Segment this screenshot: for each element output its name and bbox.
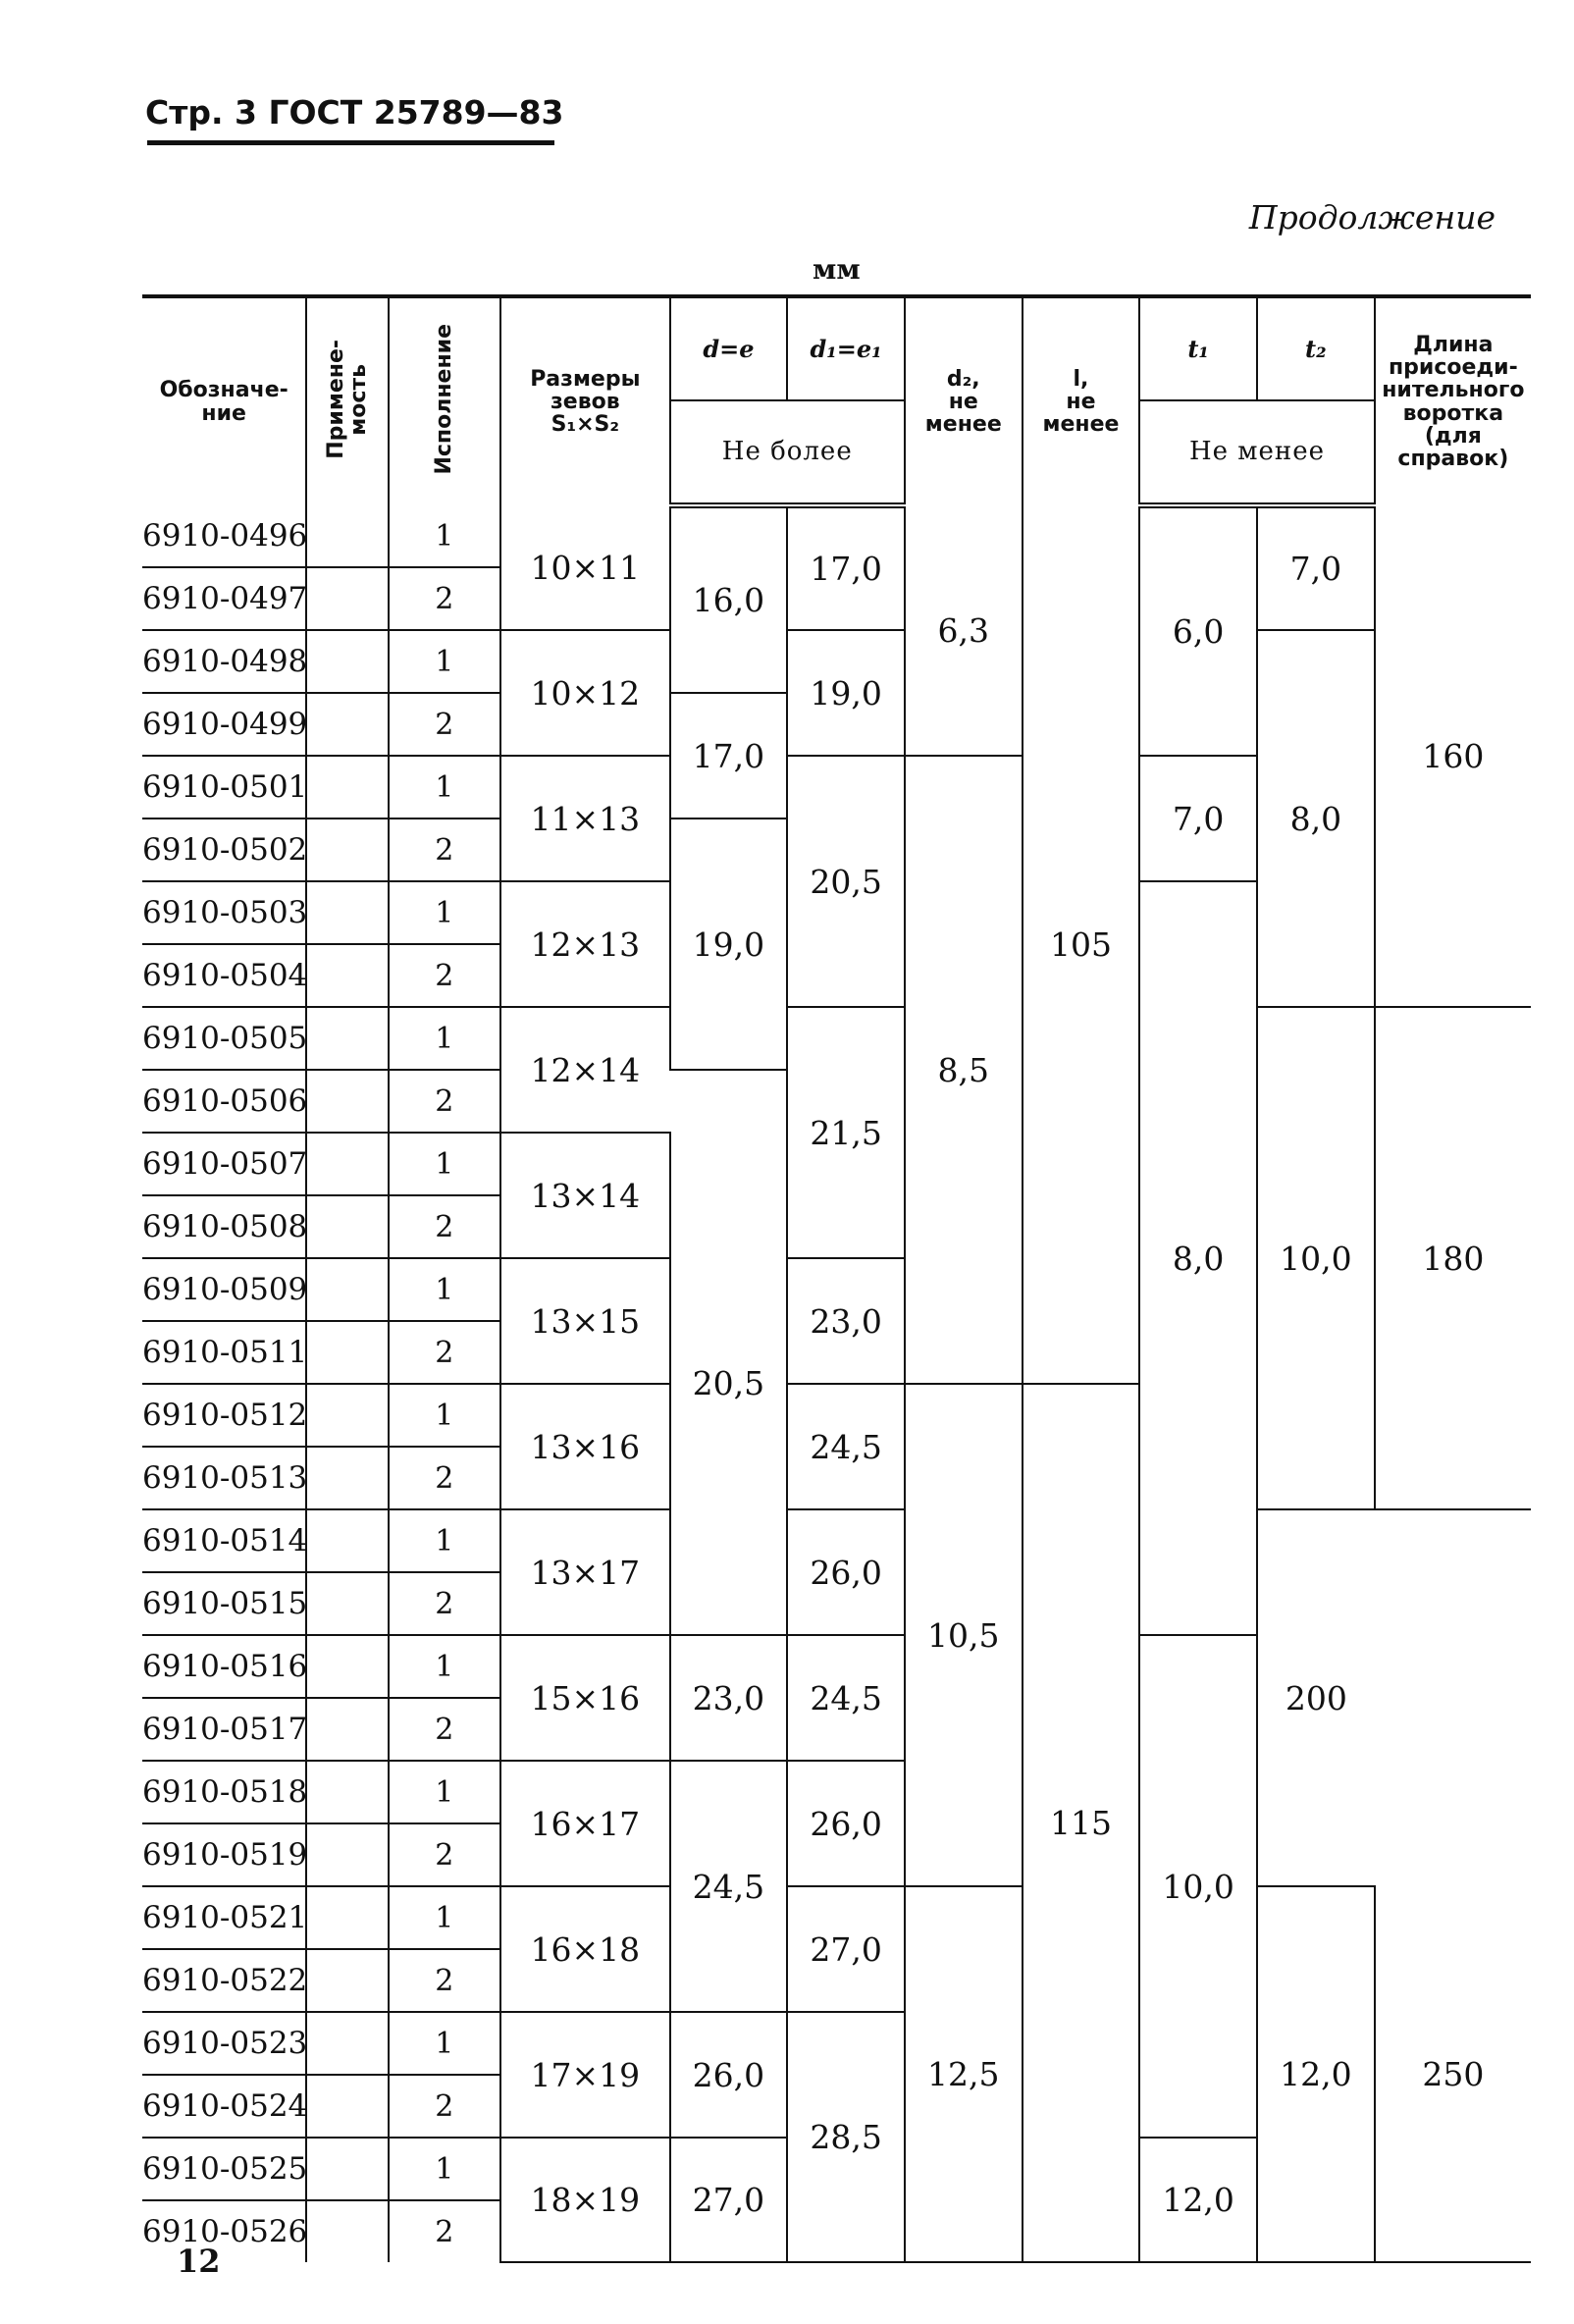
units-label: мм — [813, 253, 861, 286]
d-e-cell: 23,0 — [670, 1635, 788, 1761]
version-cell: 2 — [389, 2075, 501, 2138]
wrench-length-cell: 160 — [1375, 505, 1531, 1007]
t2-cell: 10,0 — [1257, 1007, 1375, 1509]
applicability-cell — [306, 1447, 388, 1509]
column-header-d1-e1: d₁=e₁ — [787, 296, 905, 400]
t1-cell: 10,0 — [1139, 1635, 1257, 2138]
t1-cell: 12,0 — [1139, 2138, 1257, 2262]
d2-cell: 8,5 — [905, 756, 1023, 1384]
t2-cell: 7,0 — [1257, 505, 1375, 630]
d-e-cell: 26,0 — [670, 2012, 788, 2138]
version-cell: 1 — [389, 1886, 501, 1949]
version-cell: 2 — [389, 1949, 501, 2012]
applicability-cell — [306, 2075, 388, 2138]
page-number: 12 — [177, 2243, 221, 2280]
jaw-size-cell: 16×17 — [500, 1761, 669, 1886]
applicability-cell — [306, 1572, 388, 1635]
applicability-cell — [306, 1133, 388, 1195]
version-cell: 1 — [389, 2138, 501, 2200]
jaw-size-cell: 12×14 — [500, 1007, 669, 1133]
t2-cell: 8,0 — [1257, 630, 1375, 1007]
applicability-cell — [306, 1195, 388, 1258]
d-e-cell: 24,5 — [670, 1761, 788, 2012]
designation-cell: 6910-0496 — [142, 505, 306, 567]
designation-cell: 6910-0524 — [142, 2075, 306, 2138]
d1-e1-cell: 24,5 — [787, 1384, 905, 1509]
applicability-cell — [306, 1823, 388, 1886]
table-row — [142, 1886, 1531, 1949]
version-cell: 1 — [389, 1133, 501, 1195]
column-header-l: l, не менее — [1023, 296, 1140, 505]
version-cell: 1 — [389, 505, 501, 567]
version-cell: 1 — [389, 2012, 501, 2075]
t1-cell: 6,0 — [1139, 505, 1257, 756]
version-cell: 2 — [389, 1698, 501, 1761]
header-underline — [147, 140, 554, 145]
applicability-cell — [306, 693, 388, 756]
table-row — [142, 630, 1531, 693]
t1-cell: 8,0 — [1139, 881, 1257, 1635]
applicability-cell — [306, 756, 388, 819]
column-header-t2: t₂ — [1257, 296, 1375, 400]
version-cell: 2 — [389, 2200, 501, 2262]
column-header-version: Исполнение — [389, 296, 501, 505]
jaw-size-cell: 18×19 — [500, 2138, 669, 2262]
designation-cell: 6910-0514 — [142, 1509, 306, 1572]
jaw-size-cell: 13×15 — [500, 1258, 669, 1384]
jaw-size-cell: 10×12 — [500, 630, 669, 756]
version-cell: 2 — [389, 567, 501, 630]
column-header-d-e: d=e — [670, 296, 788, 400]
designation-cell: 6910-0521 — [142, 1886, 306, 1949]
d1-e1-cell: 26,0 — [787, 1509, 905, 1635]
l-cell: 105 — [1023, 505, 1140, 1384]
designation-cell: 6910-0517 — [142, 1698, 306, 1761]
version-cell: 1 — [389, 1509, 501, 1572]
version-cell: 2 — [389, 693, 501, 756]
d-e-cell: 16,0 — [670, 505, 788, 693]
designation-cell: 6910-0518 — [142, 1761, 306, 1823]
d2-cell: 12,5 — [905, 1886, 1023, 2262]
designation-cell: 6910-0516 — [142, 1635, 306, 1698]
d1-e1-cell: 17,0 — [787, 505, 905, 630]
designation-cell: 6910-0513 — [142, 1447, 306, 1509]
designation-cell: 6910-0503 — [142, 881, 306, 944]
designation-cell: 6910-0508 — [142, 1195, 306, 1258]
column-group-min: Не менее — [1139, 400, 1374, 505]
jaw-size-cell: 16×18 — [500, 1886, 669, 2012]
d-e-cell: 19,0 — [670, 819, 788, 1070]
d2-cell: 6,3 — [905, 505, 1023, 756]
version-cell: 1 — [389, 1007, 501, 1070]
applicability-cell — [306, 1509, 388, 1572]
applicability-cell — [306, 505, 388, 567]
column-header-wrench-length: Длина присоеди- нительного воротка (для справок) — [1375, 296, 1531, 505]
designation-cell: 6910-0497 — [142, 567, 306, 630]
jaw-size-cell: 10×11 — [500, 505, 669, 630]
column-header-t1: t₁ — [1139, 296, 1257, 400]
column-header-d2: d₂, не менее — [905, 296, 1023, 505]
t1-cell: 7,0 — [1139, 756, 1257, 881]
designation-cell: 6910-0523 — [142, 2012, 306, 2075]
designation-cell: 6910-0511 — [142, 1321, 306, 1384]
designation-cell: 6910-0522 — [142, 1949, 306, 2012]
version-cell: 2 — [389, 1321, 501, 1384]
designation-cell: 6910-0519 — [142, 1823, 306, 1886]
applicability-cell — [306, 630, 388, 693]
applicability-cell — [306, 1007, 388, 1070]
version-cell: 2 — [389, 944, 501, 1007]
applicability-cell — [306, 819, 388, 881]
column-header-applicability: Примене- мость — [306, 296, 388, 505]
jaw-size-cell: 13×14 — [500, 1133, 669, 1258]
table-row — [142, 1509, 1531, 1572]
d1-e1-cell: 19,0 — [787, 630, 905, 756]
column-header-designation: Обозначе- ние — [142, 296, 306, 505]
column-header-jaw-sizes: Размеры зевов S₁×S₂ — [500, 296, 669, 505]
applicability-cell — [306, 881, 388, 944]
designation-cell: 6910-0502 — [142, 819, 306, 881]
d1-e1-cell: 20,5 — [787, 756, 905, 1007]
d1-e1-cell: 21,5 — [787, 1007, 905, 1258]
version-cell: 1 — [389, 1258, 501, 1321]
d-e-cell: 27,0 — [670, 2138, 788, 2262]
table-row — [142, 1007, 1531, 1070]
d-e-cell: 20,5 — [670, 1133, 788, 1635]
designation-cell: 6910-0509 — [142, 1258, 306, 1321]
applicability-cell — [306, 1761, 388, 1823]
version-cell: 1 — [389, 881, 501, 944]
d1-e1-cell: 27,0 — [787, 1886, 905, 2012]
applicability-cell — [306, 1698, 388, 1761]
applicability-cell — [306, 944, 388, 1007]
designation-cell: 6910-0526 — [142, 2214, 308, 2249]
jaw-size-cell: 13×17 — [500, 1509, 669, 1635]
applicability-cell — [306, 1258, 388, 1321]
d1-e1-cell: 26,0 — [787, 1761, 905, 1886]
applicability-cell — [306, 1635, 388, 1698]
version-cell: 2 — [389, 1823, 501, 1886]
d2-cell: 10,5 — [905, 1384, 1023, 1886]
designation-cell: 6910-0498 — [142, 630, 306, 693]
applicability-cell — [306, 1886, 388, 1949]
l-cell: 115 — [1023, 1384, 1140, 2262]
table-row — [142, 505, 1531, 567]
column-group-max: Не более — [670, 400, 905, 505]
applicability-cell — [306, 1949, 388, 2012]
version-cell: 2 — [389, 819, 501, 881]
version-cell: 1 — [389, 1384, 501, 1447]
version-cell: 2 — [389, 1070, 501, 1133]
applicability-cell — [306, 2138, 388, 2200]
designation-cell: 6910-0512 — [142, 1384, 306, 1447]
d1-e1-cell: 24,5 — [787, 1635, 905, 1761]
jaw-size-cell: 17×19 — [500, 2012, 669, 2138]
applicability-cell — [306, 1321, 388, 1384]
specification-table — [142, 294, 1531, 2263]
applicability-cell — [306, 1070, 388, 1133]
d1-e1-cell: 23,0 — [787, 1258, 905, 1384]
version-cell: 1 — [389, 1635, 501, 1698]
jaw-size-cell: 13×16 — [500, 1384, 669, 1509]
designation-cell: 6910-0525 — [142, 2138, 306, 2200]
version-cell: 1 — [389, 630, 501, 693]
jaw-size-cell: 15×16 — [500, 1635, 669, 1761]
version-cell: 2 — [389, 1195, 501, 1258]
wrench-length-cell: 180 — [1375, 1007, 1531, 1509]
t2-cell: 12,0 — [1257, 1886, 1375, 2262]
version-cell: 1 — [389, 756, 501, 819]
d1-e1-cell: 28,5 — [787, 2012, 905, 2262]
wrench-length-cell: 200 — [1257, 1509, 1375, 1886]
version-cell: 2 — [389, 1447, 501, 1509]
designation-cell: 6910-0501 — [142, 756, 306, 819]
continuation-label: Продолжение — [1248, 198, 1495, 237]
designation-cell: 6910-0505 — [142, 1007, 306, 1070]
applicability-cell — [306, 2012, 388, 2075]
applicability-cell — [306, 2200, 388, 2262]
d-e-cell: 17,0 — [670, 693, 788, 819]
wrench-length-cell: 250 — [1375, 1886, 1531, 2262]
page-header: Стр. 3 ГОСТ 25789—83 — [145, 93, 564, 132]
applicability-cell — [306, 567, 388, 630]
applicability-cell — [306, 1384, 388, 1447]
jaw-size-cell: 12×13 — [500, 881, 669, 1007]
designation-cell: 6910-0507 — [142, 1133, 306, 1195]
designation-cell: 6910-0499 — [142, 693, 306, 756]
designation-cell: 6910-0506 — [142, 1070, 306, 1133]
version-cell: 1 — [389, 1761, 501, 1823]
jaw-size-cell: 11×13 — [500, 756, 669, 881]
version-cell: 2 — [389, 1572, 501, 1635]
designation-cell: 6910-0515 — [142, 1572, 306, 1635]
designation-cell: 6910-0504 — [142, 944, 306, 1007]
